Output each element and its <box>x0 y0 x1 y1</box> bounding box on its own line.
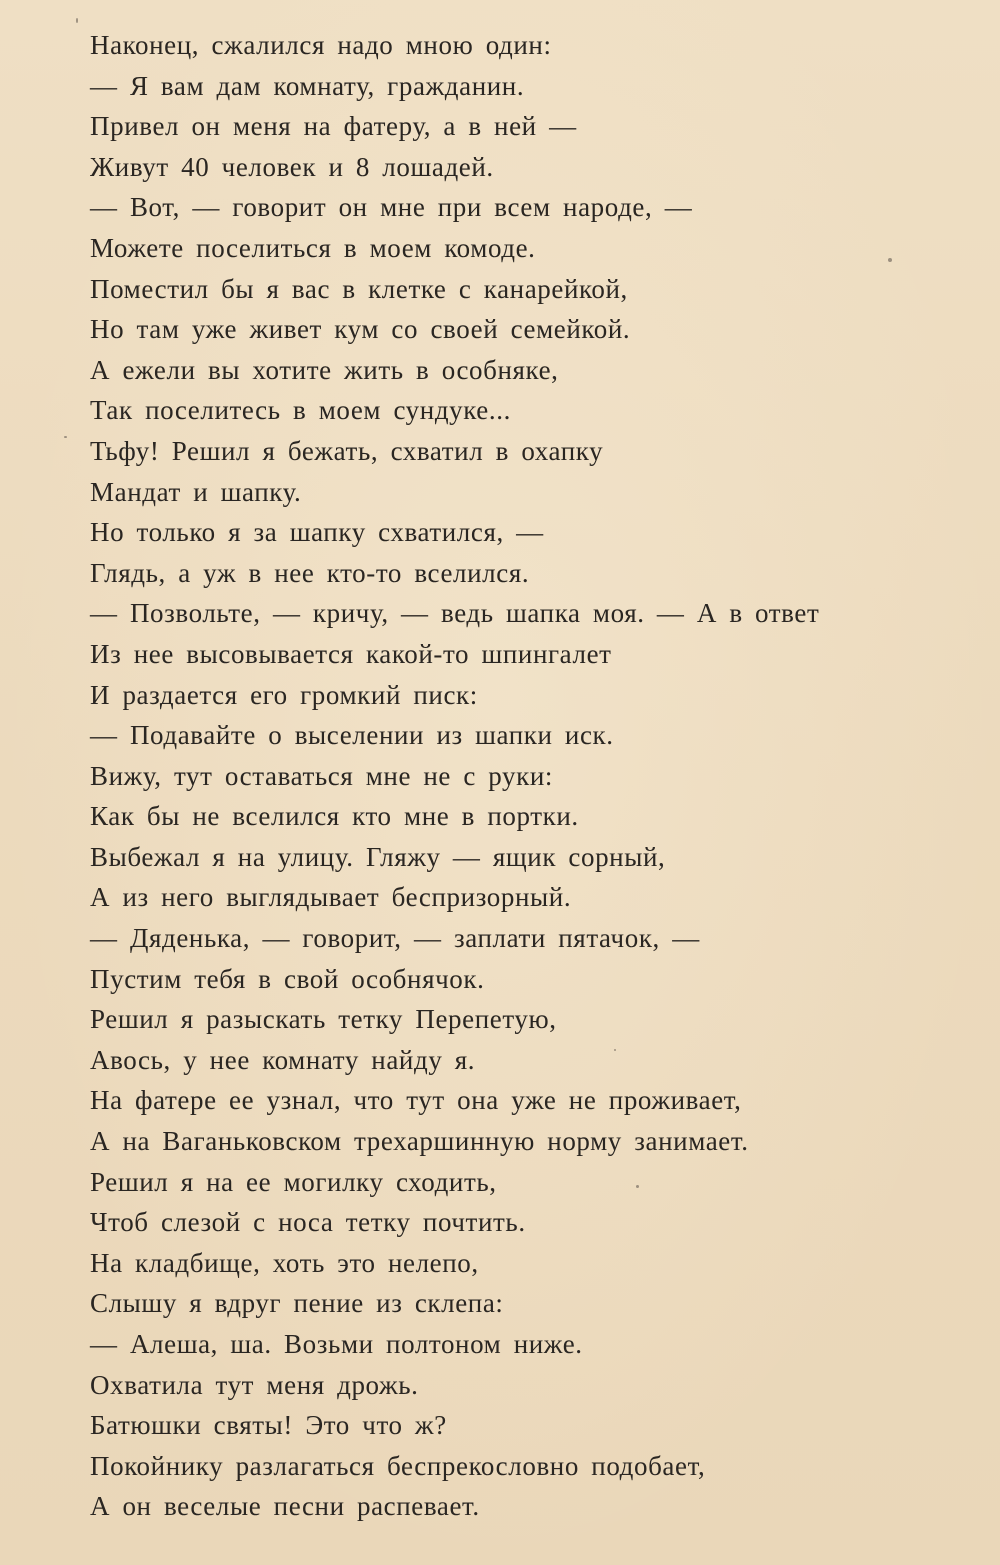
paper-speck <box>76 18 78 23</box>
poem-line: Охватила тут меня дрожь. <box>90 1369 419 1400</box>
poem-line: И раздается его громкий писк: <box>90 679 478 710</box>
poem-line: — Вот, — говорит он мне при всем народе, — <box>90 192 693 223</box>
poem-line: А на Ваганьковском трехаршинную норму занимает. <box>90 1126 749 1157</box>
poem-line: — Я вам дам комнату, гражданин. <box>90 70 525 101</box>
poem-line: Но там уже живет кум со своей семейкой. <box>90 314 631 345</box>
poem-line: Пустим тебя в свой особнячок. <box>90 963 485 994</box>
poem-line: На фатере ее узнал, что тут она уже не проживает, <box>90 1085 742 1116</box>
poem-line: — Алеша, ша. Возьми полтоном ниже. <box>90 1329 583 1359</box>
poem-line: На кладбище, хоть это нелепо, <box>90 1247 479 1278</box>
poem-line: Живут 40 человек и 8 лошадей. <box>90 151 494 182</box>
poem-line: Так поселитесь в моем сундуке... <box>90 395 511 426</box>
poem-line: Авось, у нее комнату найду я. <box>90 1044 476 1075</box>
poem-line: А ежели вы хотите жить в особняке, <box>90 354 559 385</box>
poem-line: Тьфу! Решил я бежать, схватил в охапку <box>90 435 604 466</box>
poem-line: Но только я за шапку схватился, — <box>90 517 544 548</box>
poem-line: Из нее высовывается какой-то шпингалет <box>90 638 612 669</box>
poem-line: Вижу, тут оставаться мне не с руки: <box>90 760 554 791</box>
poem-line: А он веселые песни распевает. <box>90 1491 480 1522</box>
poem-line: Привел он меня на фатеру, а в ней — <box>90 111 577 142</box>
poem-line: Решил я на ее могилку сходить, <box>90 1166 497 1197</box>
poem-line: Решил я разыскать тетку Перепетую, <box>90 1004 557 1035</box>
poem-line: Чтоб слезой с носа тетку почтить. <box>90 1207 526 1238</box>
paper-speck <box>614 1049 616 1051</box>
poem-line: Батюшки святы! Это что ж? <box>90 1410 447 1441</box>
poem-line: Мандат и шапку. <box>90 476 302 507</box>
poem-line: Наконец, сжалился надо мною один: <box>90 30 552 60</box>
paper-speck <box>888 258 892 262</box>
paper-speck <box>64 436 67 438</box>
poem-line: Покойнику разлагаться беспрекословно подобает, <box>90 1450 706 1481</box>
poem-line: — Дяденька, — говорит, — заплати пятачок, — <box>90 923 700 954</box>
poem-line: А из него выглядывает беспризорный. <box>90 882 572 913</box>
paper-speck <box>636 1185 639 1188</box>
poem-line: — Подавайте о выселении из шапки иск. <box>90 720 614 751</box>
poem-line: Слышу я вдруг пение из склепа: <box>90 1288 504 1319</box>
poem-text <box>90 25 819 1527</box>
poem-line: Глядь, а уж в нее кто-то вселился. <box>90 557 530 588</box>
poem-line: — Позвольте, — кричу, — ведь шапка моя. — А в ответ <box>90 598 820 629</box>
poem-line: Как бы не вселился кто мне в портки. <box>90 801 579 832</box>
poem-line: Выбежал я на улицу. Гляжу — ящик сорный, <box>90 841 666 872</box>
poem-line: Поместил бы я вас в клетке с канарейкой, <box>90 273 628 304</box>
poem-line: Можете поселиться в моем комоде. <box>90 232 536 263</box>
